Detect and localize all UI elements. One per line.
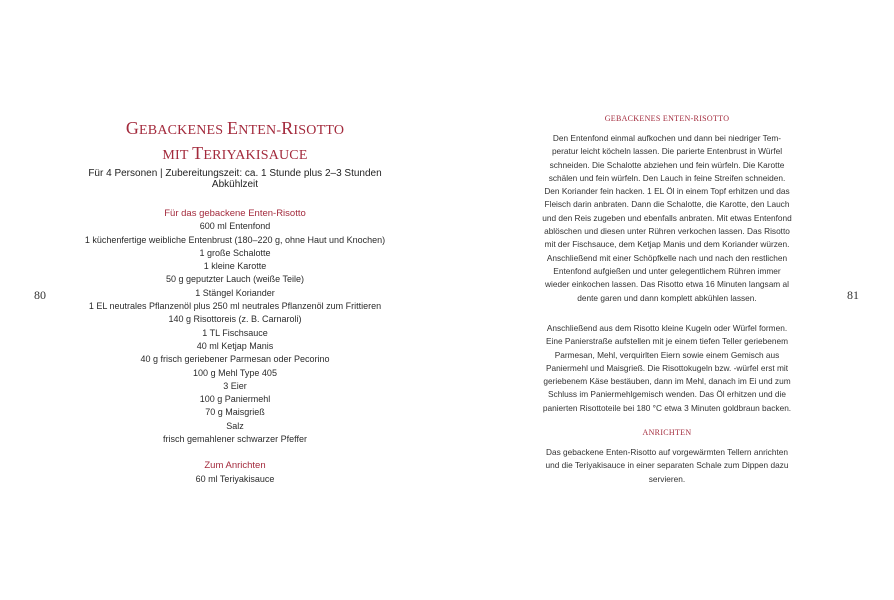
text-line: geriebenem Käse bestäuben, dann im Mehl, danach im Ei und zum	[543, 376, 791, 387]
text-line: Eine Panierstraße aufstellen mit je einem tiefen Teller geriebenem	[546, 336, 788, 347]
text-line: Anschließend aus dem Risotto kleine Kugeln oder Würfel formen.	[546, 323, 788, 333]
ingredient-item: 3 Eier	[223, 380, 247, 391]
text-line: Entenfond aufgießen und unter gelegentlichem Rühren immer	[553, 265, 781, 276]
ingredients-list	[40, 220, 430, 446]
title-initial-2: E	[227, 118, 239, 138]
title-initial-1: G	[125, 118, 140, 138]
ingredient-item: 140 g Risottoreis (z. B. Carnaroli)	[168, 314, 302, 325]
text-line: dente garen und dann komplett abkühlen lassen.	[577, 292, 757, 303]
ingredient-item: 50 g geputzter Lauch (weiße Teile)	[166, 274, 304, 285]
instructions-paragraph-2	[517, 322, 817, 415]
title-word-5: ERIYAKISAUCE	[203, 148, 308, 163]
page-number-right: 81	[847, 288, 859, 302]
ingredients-heading: Für das gebackene Enten-Risotto	[164, 208, 306, 219]
page-number-left: 80	[34, 288, 46, 302]
ingredient-item: 1 küchenfertige weibliche Entenbrust (180–220 g, ohne Haut und Knochen)	[84, 234, 386, 245]
ingredient-item: 60 ml Teriyakisauce	[195, 473, 275, 484]
title-word-1: EBACKENES	[139, 123, 227, 138]
text-line: schneiden. Die Schalotte abziehen und fein würfeln. Die Karotte	[549, 159, 785, 170]
title-word-4: MIT	[162, 148, 193, 163]
sauce-ingredients-list	[40, 473, 430, 486]
ingredient-item: 70 g Maisgrieß	[205, 407, 265, 418]
text-line: Den Entenfond einmal aufkochen und dann bei niedriger Tem-	[552, 133, 782, 143]
title-initial-3: R	[281, 118, 294, 138]
section-heading-anrichten: ANRICHTEN	[642, 428, 692, 437]
ingredient-item: 1 große Schalotte	[199, 247, 271, 258]
ingredient-item: 100 g Mehl Type 405	[193, 367, 277, 378]
text-line: Anschließend mit einer Schöpfkelle nach und nach den restlichen	[546, 252, 788, 263]
text-line: und den Reis zugeben und ebenfalls anbraten. Mit etwas Entenfond	[542, 212, 792, 223]
ingredients-section	[40, 207, 430, 486]
text-line: schälen und fein würfeln. Den Lauch in feine Streifen schneiden.	[548, 172, 786, 183]
ingredient-item: frisch gemahlener schwarzer Pfeffer	[163, 434, 307, 445]
ingredient-item: 40 ml Ketjap Manis	[196, 340, 274, 351]
title-word-3: ISOTTO	[293, 123, 345, 138]
ingredient-item: 1 kleine Karotte	[203, 261, 267, 272]
text-line: peratur leicht köcheln lassen. Die parierte Entenbrust in Würfel	[551, 146, 783, 157]
ingredient-item: 100 g Paniermehl	[199, 394, 271, 405]
text-line: und die Teriyakisauce in einer separaten Schale zum Dippen dazu	[545, 460, 789, 471]
instructions-paragraph-1	[517, 132, 817, 305]
sauce-heading: Zum Anrichten	[204, 460, 266, 472]
recipe-title	[70, 117, 400, 167]
text-line: wieder einkochen lassen. Das Risotto etwa 16 Minuten langsam al	[545, 279, 789, 290]
text-line: Den Koriander fein hacken. 1 EL Öl in einem Topf erhitzen und das	[544, 186, 790, 197]
text-line: Paniermehl und Maisgrieß. Die Risottokugeln bzw. -würfel erst mit	[545, 362, 789, 373]
ingredient-item: Salz	[226, 420, 244, 431]
text-line: panierten Risottoteile bei 180 °C etwa 3 Minuten goldbraun backen.	[542, 402, 792, 413]
ingredient-item: 1 Stängel Koriander	[195, 287, 275, 298]
text-line: Das gebackene Enten-Risotto auf vorgewärmten Tellern anrichten	[546, 447, 788, 457]
section-heading-risotto: GEBACKENES ENTEN-RISOTTO	[604, 114, 730, 123]
title-word-2: NTEN-	[238, 123, 282, 138]
ingredient-item: 1 TL Fischsauce	[202, 327, 268, 338]
recipe-title-line1	[70, 117, 400, 142]
ingredient-item: 600 ml Entenfond	[199, 221, 271, 232]
text-line: servieren.	[648, 473, 686, 484]
text-line: Parmesan, Mehl, verquirlten Eiern sowie einem Gemisch aus	[554, 349, 780, 360]
ingredient-item: 1 EL neutrales Pflanzenöl plus 250 ml neutrales Pflanzenöl zum Frittieren	[88, 301, 382, 312]
instructions-paragraph-3	[517, 446, 817, 486]
text-line: ablöschen und diesen unter Rühren verkochen lassen. Das Risotto	[544, 226, 790, 237]
title-initial-4: T	[192, 143, 204, 163]
ingredient-item: 40 g frisch geriebener Parmesan oder Pecorino	[140, 354, 330, 365]
text-line: Fleisch darin anbraten. Dann die Schalotte, die Karotte, den Lauch	[544, 199, 790, 210]
text-line: mit der Fischsauce, dem Ketjap Manis und dem Koriander würzen.	[544, 239, 790, 250]
right-page	[447, 0, 894, 600]
recipe-title-line2	[70, 142, 400, 167]
recipe-meta: Für 4 Personen | Zubereitungszeit: ca. 1 Stunde plus 2–3 Stunden Abkühlzeit	[88, 168, 382, 190]
text-line: Schluss im Paniermehlgemisch wenden. Das Öl erhitzen und die	[548, 389, 786, 400]
